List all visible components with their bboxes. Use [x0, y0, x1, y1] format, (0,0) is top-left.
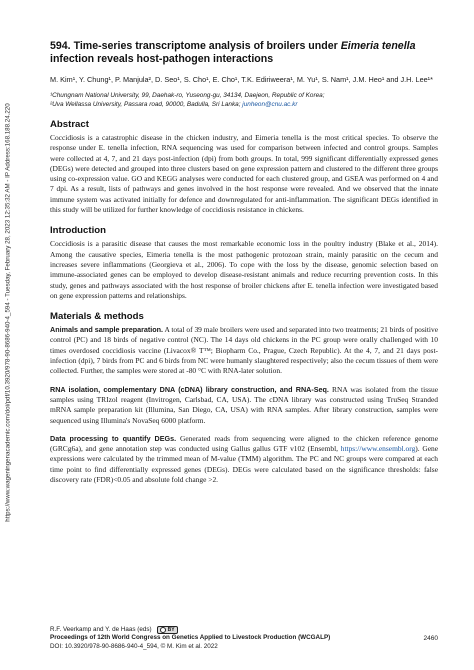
methods-text-1: A total of 39 male broilers were used and separated into two treatments; 21 birds of positive control (PC) and 18 birds of negative control (NC). The 14 days old chickens in the PC group were orally challenged with 10 times overdosed coccidiosis vaccine (Livacox® T™; Biopharm Co., Prague, Czech Republic). At the 4, 7, and 21 days post-infection (dpi), 7 birds from PC and 6 birds from NC were humanly slaughtered respectively; also the cecum tissues of them were collected. Further, the samples were stored at -80 °C with RNA-later solution. — [50, 325, 438, 376]
page-footer — [50, 626, 438, 651]
title-number: 594. — [50, 40, 71, 52]
footer-editors: R.F. Veerkamp and Y. de Haas (eds) — [50, 626, 152, 633]
methods-paragraph-2 — [50, 385, 438, 426]
paper-title — [50, 40, 438, 66]
methods-text-3b: ). Gene expressions were calculated by the trimmed mean of M-value (TMM) algorithm. The PC and NC groups were compared at each time point to find differentially expressed genes (DEGs). DEGs were calculated based on the significance thresholds: false discovery rate (FDR)<0.05 and absolute fold change >2. — [50, 444, 439, 485]
download-sidebar — [3, 12, 13, 612]
methods-subhead-3: Data processing to quantify DEGs. — [50, 433, 177, 443]
affiliation-2-text: ²Uva Wellassa University, Passara road, 90000, Badulla, Sri Lanka; — [50, 101, 241, 108]
affiliation-2 — [50, 100, 438, 109]
introduction-text: Coccidiosis is a parasitic disease that causes the most remarkable economic loss in the poultry industry (Blake et al., 2014). Among the causative species, Eimeria tenella is the most pathogenic protozoan strain, mainly parasitic on the cecum and increases severe inflammations (Georgieva et al., 2006). To cope with the loss by the disease, genomic selection based on immune-associated genes can be employed to develop disease-resistant animals and reduce recurring prevention costs. In this study, genes and pathways associated with the host response of broiler chickens after E. tenella infection were investigated based on gene expression patterns and relationships. — [50, 239, 438, 300]
methods-subhead-2: RNA isolation, complementary DNA (cDNA) library construction, and RNA-Seq. — [50, 384, 329, 394]
abstract-heading: Abstract — [50, 119, 89, 130]
abstract-text: Coccidiosis is a catastrophic disease in the chicken industry, and Eimeria tenella is the most critical species. To observe the response under E. tenella infection, RNA sequencing was used for comparison between infected and control groups. Samples were collected at 4, 7, and 21 days post-infection (dpi) from both groups. In total, 999 significant differentially expressed genes (DEGs) were detected and grouped into three clusters based on gene expression pattern and clustered to the different three groups using co-expression value. GO and KEGG analyses were conducted for each clustered group, and GSEA was performed on 4 and 7 dpi. As a result, lists of pathways and genes involved in the host response were revealed. And we observed that the innate immune system was activated initially for defence and downregulated for anti-inflammation. The significant DEGs identified in this study will be utilized for further knowledge of coccidiosis resistance in chickens. — [50, 133, 438, 215]
author-list: M. Kim¹, Y. Chung¹, P. Manjula², D. Seo¹, S. Cho¹, E. Cho¹, T.K. Ediriweera¹, M. Yu¹, S. Nam¹, J.M. Heo¹ and J.H. Lee¹* — [50, 75, 433, 84]
cc-license-badge[interactable] — [157, 626, 178, 634]
methods-paragraph-1 — [50, 325, 438, 376]
introduction-heading: Introduction — [50, 225, 106, 237]
cc-label: BY — [167, 627, 175, 633]
footer-doi: DOI: 10.3920/978-90-8686-940-4_594, © M. Kim et al. 2022 — [50, 642, 218, 650]
footer-proceedings: Proceedings of 12th World Congress on Genetics Applied to Livestock Production (WCGALP) — [50, 634, 331, 642]
affiliations — [50, 91, 438, 109]
title-part-1: Time-series transcriptome analysis of broilers under — [73, 40, 338, 52]
methods-subhead-1: Animals and sample preparation. — [50, 325, 164, 335]
affiliation-1: ¹Chungnam National University, 99, Daehak-ro, Yuseong-gu, 34134, Daejeon, Republic of Korea; — [50, 92, 325, 99]
title-part-2: infection reveals host-pathogen interactions — [50, 53, 274, 65]
methods-text-2: RNA was isolated from the tissue samples using TRIzol reagent (Invitrogen, Carlsbad, CA, USA). The cDNA library was constructed using TruSeq Stranded mRNA sample preparation kit (Illumina, San Diego, CA, USA) with RNA samples. After library construction, samples were sequenced using Illumina's NovaSeq 6000 platform. — [50, 384, 439, 425]
cc-icon — [160, 627, 166, 633]
title-species: Eimeria tenella — [340, 40, 416, 52]
methods-heading: Materials & methods — [50, 311, 144, 323]
page-number: 2460 — [423, 635, 438, 642]
email-link[interactable]: junheon@cnu.ac.kr — [242, 101, 298, 108]
ensembl-link[interactable]: https://www.ensembl.org — [340, 444, 416, 454]
download-info-text: https://www.wageningenacademic.com/doi/pdf/10.3920/978-90-8686-940-4_594 - Tuesday, February 28, 2023 12:35:32 AM - IP Address:168.188.24.220 — [4, 102, 12, 522]
methods-text-3a: Generated reads from sequencing were aligned to the chicken reference genome (GRCg6a), and gene annotation step was conducted using Gallus gallus GTF v102 (Ensembl, — [50, 433, 439, 454]
paper-page — [50, 40, 438, 485]
methods-paragraph-3 — [50, 434, 438, 485]
